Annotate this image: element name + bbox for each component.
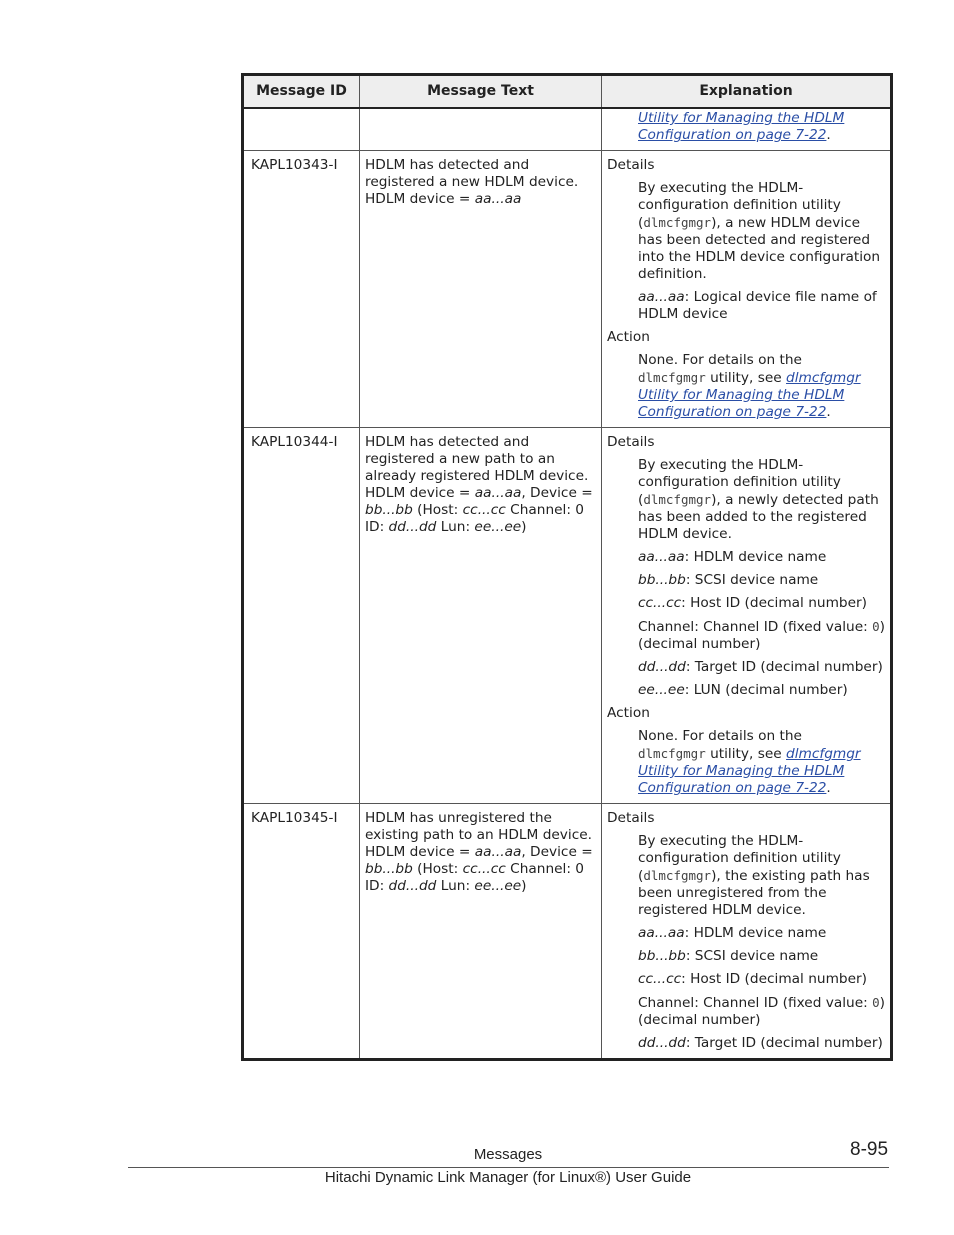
- variable-description: dd...dd: Target ID (decimal number): [638, 659, 883, 675]
- header-message-text: Message Text: [360, 75, 602, 109]
- variable-description: bb...bb: SCSI device name: [638, 948, 819, 964]
- variable-description: dd...dd: Target ID (decimal number): [638, 1035, 883, 1051]
- variable-description: aa...aa: HDLM device name: [638, 549, 827, 565]
- message-text: HDLM has detected and registered a new HDLM device. HDLM device = aa...aa: [360, 151, 602, 428]
- table-row: [243, 151, 892, 428]
- table-row: [243, 428, 892, 804]
- message-id: KAPL10343-I: [243, 151, 360, 428]
- details-paragraph: By executing the HDLM-configuration definition utility (dlmcfgmgr), a newly detected path has been added to the registered HDLM device.: [638, 457, 879, 542]
- details-heading: Details: [607, 157, 655, 173]
- variable-description: Channel: Channel ID (fixed value: 0) (decimal number): [638, 619, 885, 652]
- message-id: KAPL10344-I: [243, 428, 360, 804]
- footer-section-name: Messages: [473, 1146, 543, 1163]
- action-heading: Action: [607, 705, 650, 721]
- reference-link[interactable]: dlmcfgmgr Utility for Managing the HDLM Configuration on page 7-22: [638, 746, 861, 796]
- variable-description: cc...cc: Host ID (decimal number): [638, 971, 867, 987]
- variable-description: Channel: Channel ID (fixed value: 0) (decimal number): [638, 995, 885, 1028]
- header-message-id: Message ID: [243, 75, 360, 109]
- message-id: KAPL10345-I: [243, 804, 360, 1060]
- explanation-cell: [602, 804, 892, 1060]
- table-row: [243, 804, 892, 1060]
- variable-description: aa...aa: HDLM device name: [638, 925, 827, 941]
- continuation-reference: Utility for Managing the HDLM Configuration on page 7-22.: [638, 110, 845, 143]
- empty-cell: [360, 108, 602, 151]
- footer-book-title: Hitachi Dynamic Link Manager (for Linux®) User Guide: [324, 1169, 692, 1186]
- message-text: HDLM has unregistered the existing path to an HDLM device. HDLM device = aa...aa, Device = bb...bb (Host: cc...cc Channel: 0 ID: dd...dd Lun: ee...ee): [360, 804, 602, 1060]
- variable-description: ee...ee: LUN (decimal number): [638, 682, 848, 698]
- explanation-cell: [602, 108, 892, 151]
- variable-description: aa...aa: Logical device file name of HDLM device: [638, 289, 877, 322]
- table-row-continuation: [243, 108, 892, 151]
- details-paragraph: By executing the HDLM-configuration definition utility (dlmcfgmgr), a new HDLM device has been detected and registered into the HDLM device configuration definition.: [638, 180, 881, 282]
- details-heading: Details: [607, 434, 655, 450]
- details-paragraph: By executing the HDLM-configuration definition utility (dlmcfgmgr), the existing path has been unregistered from the registered HDLM device.: [638, 833, 870, 918]
- footer-divider: [128, 1167, 889, 1168]
- action-heading: Action: [607, 329, 650, 345]
- message-table: [241, 73, 893, 1061]
- action-paragraph: None. For details on the dlmcfgmgr utility, see dlmcfgmgr Utility for Managing the HDLM Configuration on page 7-22.: [638, 352, 861, 420]
- empty-cell: [243, 108, 360, 151]
- table-header-row: [243, 75, 892, 109]
- explanation-cell: [602, 151, 892, 428]
- explanation-cell: [602, 428, 892, 804]
- details-heading: Details: [607, 810, 655, 826]
- header-explanation: Explanation: [602, 75, 892, 109]
- reference-link[interactable]: Utility for Managing the HDLM Configuration on page 7-22: [638, 110, 845, 143]
- message-text: HDLM has detected and registered a new path to an already registered HDLM device. HDLM device = aa...aa, Device = bb...bb (Host: cc...cc Channel: 0 ID: dd...dd Lun: ee...ee): [360, 428, 602, 804]
- variable-description: cc...cc: Host ID (decimal number): [638, 595, 867, 611]
- variable-description: bb...bb: SCSI device name: [638, 572, 819, 588]
- action-paragraph: None. For details on the dlmcfgmgr utility, see dlmcfgmgr Utility for Managing the HDLM Configuration on page 7-22.: [638, 728, 861, 796]
- page-number: 8-95: [850, 1139, 889, 1160]
- reference-link[interactable]: dlmcfgmgr Utility for Managing the HDLM Configuration on page 7-22: [638, 370, 861, 420]
